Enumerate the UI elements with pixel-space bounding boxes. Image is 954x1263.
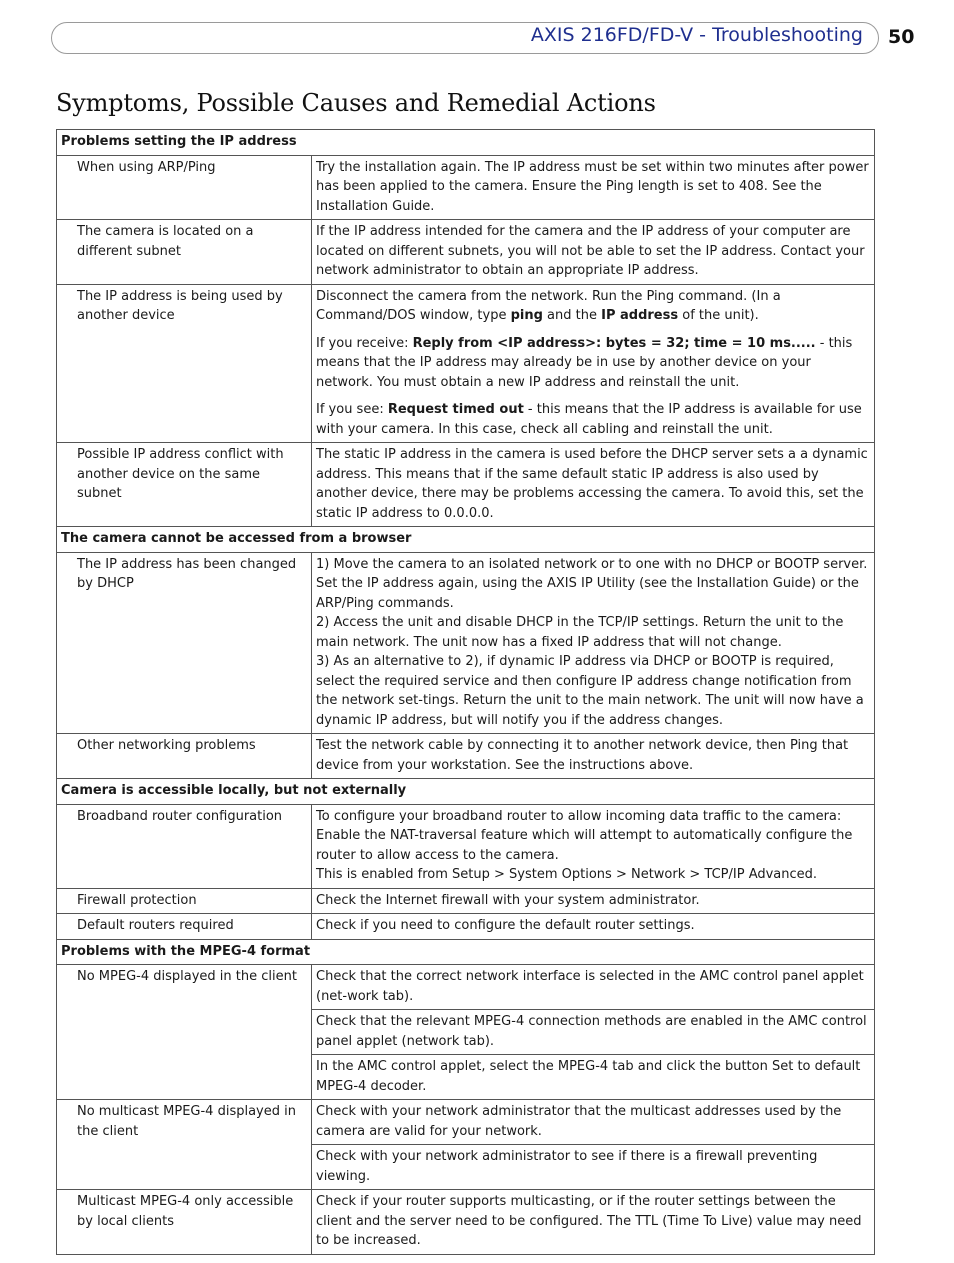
symptom-cell: Broadband router configuration [57, 804, 312, 888]
table-row [57, 443, 875, 527]
bold-text: ping [510, 308, 543, 323]
remedy-paragraph: Check with your network administrator to see if there is a firewall preventing viewing. [316, 1149, 818, 1184]
section-title: The camera cannot be accessed from a browser [57, 527, 875, 553]
remedy-cell [312, 284, 875, 443]
remedy-line: 1) Move the camera to an isolated network or to one with no DHCP or BOOTP server. Set the IP address again, using the AXIS IP Utility (see the Installation Guide) or the ARP/Ping commands. [316, 556, 868, 611]
remedy-cell [312, 804, 875, 888]
remedy-cell [312, 734, 875, 779]
remedy-paragraph: Disconnect the camera from the network. Run the Ping command. (In a Command/DOS window, type ping and the IP address of the unit). [316, 288, 781, 323]
remedy-cell [312, 1010, 875, 1055]
symptom-cell: Possible IP address conflict with another device on the same subnet [57, 443, 312, 527]
table-row [57, 1190, 875, 1255]
remedy-paragraph: Test the network cable by connecting it to another network device, then Ping that device from your workstation. See the instructions above. [316, 738, 849, 773]
remedy-paragraph: Try the installation again. The IP address must be set within two minutes after power has been applied to the camera. Ensure the Ping length is set to 408. See the Installation Guide. [316, 159, 869, 214]
section-title: Problems with the MPEG-4 format [57, 939, 875, 965]
remedy-line: 3) As an alternative to 2), if dynamic IP address via DHCP or BOOTP is required, select the required service and then configure IP address change notification from the network set-tings. Return the unit to the main network. The unit will now have a dynamic IP address, but will notify you if the address changes. [316, 654, 864, 728]
section-row [57, 130, 875, 156]
remedy-paragraph: Check with your network administrator that the multicast addresses used by the camera are valid for your network. [316, 1104, 842, 1139]
remedy-paragraph: The static IP address in the camera is used before the DHCP server sets a a dynamic address. This means that if the same default static IP address is also used by another device, there may be problems accessing the camera. To avoid this, set the static IP address to 0.0.0.0. [316, 447, 868, 521]
remedy-paragraph: Check if you need to configure the default router settings. [316, 918, 695, 933]
remedy-cell [312, 888, 875, 914]
remedy-cell [312, 965, 875, 1010]
section-row [57, 779, 875, 805]
remedy-paragraph: If the IP address intended for the camera and the IP address of your computer are located on different subnets, you will not be able to set the IP address. Contact your network administrator to obtain an appropriate IP address. [316, 224, 865, 278]
remedy-cell [312, 1100, 875, 1145]
table-body [57, 130, 875, 1255]
remedy-line: To configure your broadband router to allow incoming data traffic to the camera: Enable the NAT-traversal feature which will attempt to automatically configure the router to allow access to the camera. [316, 808, 853, 863]
remedy-cell [312, 220, 875, 285]
remedy-paragraph: Check that the relevant MPEG-4 connection methods are enabled in the AMC control panel applet (network tab). [316, 1014, 867, 1049]
symptom-cell: The IP address is being used by another device [57, 284, 312, 443]
table-row [57, 284, 875, 443]
table-row [57, 552, 875, 734]
section-title: Camera is accessible locally, but not externally [57, 779, 875, 805]
table-row [57, 888, 875, 914]
bold-text: Request timed out [387, 402, 524, 417]
remedy-line: This is enabled from Setup > System Options > Network > TCP/IP Advanced. [316, 867, 818, 882]
remedy-cell [312, 1055, 875, 1100]
table-row [57, 155, 875, 220]
section-title: Problems setting the IP address [57, 130, 875, 156]
remedy-cell [312, 1190, 875, 1255]
table-row [57, 965, 875, 1010]
remedy-cell [312, 552, 875, 734]
header-title: AXIS 216FD/FD-V - Troubleshooting [530, 24, 863, 46]
remedy-paragraph: If you see: Request timed out - this means that the IP address is available for use with your camera. In this case, check all cabling and reinstall the unit. [316, 402, 862, 437]
section-row [57, 939, 875, 965]
table-row [57, 734, 875, 779]
symptom-cell: The IP address has been changed by DHCP [57, 552, 312, 734]
table-row [57, 804, 875, 888]
remedy-cell [312, 1145, 875, 1190]
symptom-cell: Multicast MPEG-4 only accessible by local clients [57, 1190, 312, 1255]
remedy-line: 2) Access the unit and disable DHCP in the TCP/IP settings. Return the unit to the main network. The unit now has a fixed IP address that will not change. [316, 615, 844, 650]
bold-text: Reply from <IP address>: bytes = 32; time = 10 ms..... [412, 335, 816, 351]
remedy-paragraph: In the AMC control applet, select the MPEG-4 tab and click the button Set to default MPEG-4 decoder. [316, 1059, 861, 1094]
symptom-cell: No MPEG-4 displayed in the client [57, 965, 312, 1100]
page-number: 50 [888, 26, 915, 48]
page-title: Symptoms, Possible Causes and Remedial Actions [56, 89, 656, 117]
table-row [57, 1100, 875, 1145]
remedy-paragraph: Check the Internet firewall with your system administrator. [316, 892, 700, 908]
remedy-paragraph: If you receive: Reply from <IP address>: bytes = 32; time = 10 ms..... - this means that the IP address may already be in use by another device on your network. You must obtain a new IP address and reinstall the unit. [316, 335, 853, 390]
remedy-paragraph: Check if your router supports multicasting, or if the router settings between the client and the server need to be configured. The TTL (Time To Live) value may need to be increased. [316, 1194, 862, 1248]
bold-text: IP address [601, 308, 679, 323]
remedy-paragraph: Check that the correct network interface is selected in the AMC control panel applet (net-work tab). [316, 969, 864, 1004]
section-row [57, 527, 875, 553]
remedy-cell [312, 443, 875, 527]
symptom-cell: No multicast MPEG-4 displayed in the client [57, 1100, 312, 1190]
symptom-cell: When using ARP/Ping [57, 155, 312, 220]
symptom-cell: Firewall protection [57, 888, 312, 914]
symptom-cell: Default routers required [57, 914, 312, 940]
symptom-cell: Other networking problems [57, 734, 312, 779]
table-row [57, 220, 875, 285]
remedy-cell [312, 155, 875, 220]
table-row [57, 914, 875, 940]
symptom-cell: The camera is located on a different subnet [57, 220, 312, 285]
remedy-cell [312, 914, 875, 940]
troubleshooting-table [56, 129, 875, 1255]
